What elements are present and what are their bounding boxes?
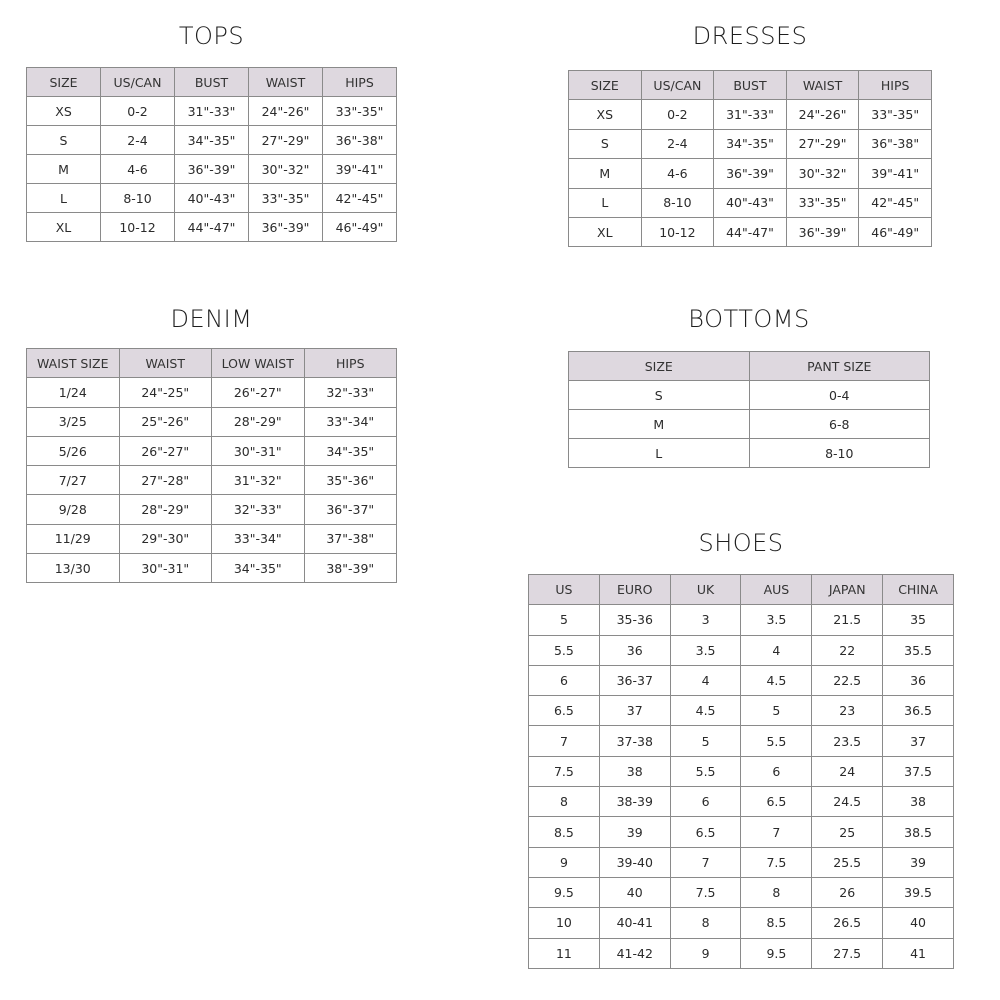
table-row <box>27 184 397 213</box>
table-cell: 21.5 <box>812 605 883 635</box>
table-cell: 22.5 <box>812 665 883 695</box>
table-cell: 8.5 <box>741 908 812 938</box>
table-cell: 4.5 <box>670 696 741 726</box>
table-cell: 28"-29" <box>212 407 305 436</box>
table-cell: 33"-34" <box>304 407 397 436</box>
table-row <box>529 665 954 695</box>
table-row <box>529 635 954 665</box>
table-cell: 36 <box>883 665 954 695</box>
table-cell: 27.5 <box>812 938 883 968</box>
table-cell: 7 <box>741 817 812 847</box>
table-cell: 3.5 <box>670 635 741 665</box>
table-cell: 8-10 <box>749 439 930 468</box>
table-cell: 25 <box>812 817 883 847</box>
column-header: UK <box>670 575 741 605</box>
table-cell: 11/29 <box>27 524 120 553</box>
table-cell: 26 <box>812 877 883 907</box>
table-cell: 33"-35" <box>249 184 323 213</box>
table-cell: 31"-33" <box>714 100 787 129</box>
table-cell: 34"-35" <box>175 126 249 155</box>
table-row <box>569 439 930 468</box>
table-cell: 36"-38" <box>323 126 397 155</box>
table-cell: 39"-41" <box>323 155 397 184</box>
table-row <box>27 378 397 407</box>
table-cell: 34"-35" <box>304 436 397 465</box>
table-cell: 9/28 <box>27 495 120 524</box>
column-header: EURO <box>599 575 670 605</box>
table-row <box>569 381 930 410</box>
table-cell: 26"-27" <box>119 436 212 465</box>
table-cell: 35.5 <box>883 635 954 665</box>
table-cell: 2-4 <box>641 129 714 158</box>
denim-size-table <box>26 348 397 583</box>
table-cell: 8-10 <box>641 188 714 217</box>
table-row <box>569 217 932 246</box>
table-row <box>27 554 397 583</box>
table-row <box>529 787 954 817</box>
table-cell: 6.5 <box>529 696 600 726</box>
table-cell: 5.5 <box>529 635 600 665</box>
table-cell: 39 <box>883 847 954 877</box>
table-cell: 4.5 <box>741 665 812 695</box>
table-cell: 38 <box>883 787 954 817</box>
column-header: US/CAN <box>101 68 175 97</box>
table-cell: 38-39 <box>599 787 670 817</box>
table-cell: 11 <box>529 938 600 968</box>
table-cell: 2-4 <box>101 126 175 155</box>
column-header: WAIST SIZE <box>27 349 120 378</box>
table-cell: 10-12 <box>641 217 714 246</box>
table-cell: 7.5 <box>670 877 741 907</box>
table-cell: 37"-38" <box>304 524 397 553</box>
table-cell: 30"-31" <box>212 436 305 465</box>
table-cell: 25.5 <box>812 847 883 877</box>
table-cell: 24.5 <box>812 787 883 817</box>
table-cell: 6 <box>529 665 600 695</box>
table-cell: 6 <box>670 787 741 817</box>
table-cell: XS <box>569 100 642 129</box>
table-row <box>569 410 930 439</box>
table-cell: 39 <box>599 817 670 847</box>
table-cell: 37.5 <box>883 756 954 786</box>
table-cell: 4 <box>670 665 741 695</box>
table-cell: 33"-34" <box>212 524 305 553</box>
dresses-size-table <box>568 70 932 247</box>
column-header: AUS <box>741 575 812 605</box>
table-cell: S <box>569 129 642 158</box>
table-row <box>529 817 954 847</box>
table-cell: L <box>27 184 101 213</box>
bottoms-title: BOTTOMS <box>688 305 810 333</box>
column-header: SIZE <box>569 352 750 381</box>
table-cell: 40"-43" <box>714 188 787 217</box>
table-cell: 28"-29" <box>119 495 212 524</box>
table-cell: 6 <box>741 756 812 786</box>
tops-title: TOPS <box>178 22 245 50</box>
table-cell: 26.5 <box>812 908 883 938</box>
dresses-title: DRESSES <box>692 22 808 50</box>
table-row <box>529 726 954 756</box>
table-cell: 24"-26" <box>249 97 323 126</box>
table-cell: 0-2 <box>641 100 714 129</box>
table-cell: S <box>27 126 101 155</box>
table-cell: 30"-31" <box>119 554 212 583</box>
table-cell: 46"-49" <box>859 217 932 246</box>
table-row <box>27 213 397 242</box>
table-cell: 25"-26" <box>119 407 212 436</box>
column-header: HIPS <box>304 349 397 378</box>
table-cell: 33"-35" <box>786 188 859 217</box>
table-cell: 8.5 <box>529 817 600 847</box>
table-cell: 42"-45" <box>859 188 932 217</box>
table-cell: 3 <box>670 605 741 635</box>
table-cell: 38.5 <box>883 817 954 847</box>
table-row <box>569 159 932 188</box>
table-cell: 0-4 <box>749 381 930 410</box>
table-cell: 36 <box>599 635 670 665</box>
table-cell: XL <box>27 213 101 242</box>
column-header: SIZE <box>569 71 642 100</box>
tops-size-table <box>26 67 397 242</box>
table-cell: 9 <box>670 938 741 968</box>
table-row <box>529 938 954 968</box>
table-cell: 31"-33" <box>175 97 249 126</box>
table-cell: 29"-30" <box>119 524 212 553</box>
table-cell: 41 <box>883 938 954 968</box>
shoes-title: SHOES <box>698 529 784 557</box>
table-row <box>27 524 397 553</box>
table-header-row <box>569 352 930 381</box>
table-cell: 39.5 <box>883 877 954 907</box>
bottoms-size-table <box>568 351 930 468</box>
table-cell: 27"-29" <box>249 126 323 155</box>
table-cell: 40 <box>883 908 954 938</box>
table-cell: 26"-27" <box>212 378 305 407</box>
column-header: LOW WAIST <box>212 349 305 378</box>
table-cell: XL <box>569 217 642 246</box>
table-cell: 10-12 <box>101 213 175 242</box>
table-cell: 36"-39" <box>249 213 323 242</box>
table-cell: 38"-39" <box>304 554 397 583</box>
table-row <box>529 908 954 938</box>
table-row <box>27 97 397 126</box>
table-row <box>27 407 397 436</box>
table-cell: 40"-43" <box>175 184 249 213</box>
table-row <box>569 188 932 217</box>
table-cell: 40-41 <box>599 908 670 938</box>
column-header: JAPAN <box>812 575 883 605</box>
table-cell: 35"-36" <box>304 466 397 495</box>
table-row <box>27 466 397 495</box>
table-header-row <box>569 71 932 100</box>
denim-title: DENIM <box>170 305 253 333</box>
table-cell: 7.5 <box>741 847 812 877</box>
table-row <box>27 436 397 465</box>
table-header-row <box>529 575 954 605</box>
table-cell: 37 <box>883 726 954 756</box>
table-cell: 3/25 <box>27 407 120 436</box>
table-cell: 27"-29" <box>786 129 859 158</box>
table-cell: 36"-39" <box>175 155 249 184</box>
table-cell: 34"-35" <box>212 554 305 583</box>
table-row <box>529 756 954 786</box>
table-header-row <box>27 68 397 97</box>
table-cell: 9.5 <box>741 938 812 968</box>
table-row <box>27 126 397 155</box>
column-header: US <box>529 575 600 605</box>
table-cell: 23 <box>812 696 883 726</box>
table-cell: 39"-41" <box>859 159 932 188</box>
table-cell: 4-6 <box>101 155 175 184</box>
table-cell: 30"-32" <box>249 155 323 184</box>
table-cell: 41-42 <box>599 938 670 968</box>
table-cell: 5 <box>670 726 741 756</box>
table-cell: 13/30 <box>27 554 120 583</box>
table-cell: 7.5 <box>529 756 600 786</box>
table-row <box>529 877 954 907</box>
table-cell: XS <box>27 97 101 126</box>
table-cell: 37-38 <box>599 726 670 756</box>
table-cell: 38 <box>599 756 670 786</box>
table-cell: 6.5 <box>741 787 812 817</box>
shoes-size-table <box>528 574 954 969</box>
table-cell: 33"-35" <box>859 100 932 129</box>
table-cell: 32"-33" <box>212 495 305 524</box>
column-header: WAIST <box>786 71 859 100</box>
table-cell: 27"-28" <box>119 466 212 495</box>
table-cell: 35 <box>883 605 954 635</box>
column-header: SIZE <box>27 68 101 97</box>
table-cell: 23.5 <box>812 726 883 756</box>
column-header: PANT SIZE <box>749 352 930 381</box>
table-cell: 39-40 <box>599 847 670 877</box>
table-cell: 8 <box>670 908 741 938</box>
table-cell: 31"-32" <box>212 466 305 495</box>
table-cell: 5.5 <box>741 726 812 756</box>
table-cell: 5/26 <box>27 436 120 465</box>
table-cell: 34"-35" <box>714 129 787 158</box>
table-cell: L <box>569 188 642 217</box>
table-cell: 36"-39" <box>786 217 859 246</box>
table-cell: 36"-37" <box>304 495 397 524</box>
table-cell: M <box>569 410 750 439</box>
table-cell: 1/24 <box>27 378 120 407</box>
table-cell: M <box>569 159 642 188</box>
column-header: BUST <box>714 71 787 100</box>
table-cell: 8-10 <box>101 184 175 213</box>
table-cell: 42"-45" <box>323 184 397 213</box>
table-cell: 37 <box>599 696 670 726</box>
table-cell: 33"-35" <box>323 97 397 126</box>
table-cell: 6-8 <box>749 410 930 439</box>
table-row <box>529 696 954 726</box>
table-cell: 7/27 <box>27 466 120 495</box>
table-cell: 24"-26" <box>786 100 859 129</box>
table-cell: L <box>569 439 750 468</box>
table-cell: 32"-33" <box>304 378 397 407</box>
column-header: CHINA <box>883 575 954 605</box>
table-header-row <box>27 349 397 378</box>
column-header: WAIST <box>249 68 323 97</box>
table-cell: 35-36 <box>599 605 670 635</box>
table-cell: 5 <box>741 696 812 726</box>
table-cell: S <box>569 381 750 410</box>
table-cell: 4 <box>741 635 812 665</box>
column-header: HIPS <box>323 68 397 97</box>
table-cell: 0-2 <box>101 97 175 126</box>
table-cell: 8 <box>529 787 600 817</box>
table-cell: 40 <box>599 877 670 907</box>
table-cell: 24"-25" <box>119 378 212 407</box>
table-row <box>569 100 932 129</box>
table-cell: 44"-47" <box>175 213 249 242</box>
column-header: US/CAN <box>641 71 714 100</box>
table-row <box>27 495 397 524</box>
table-cell: 22 <box>812 635 883 665</box>
table-cell: 4-6 <box>641 159 714 188</box>
table-cell: 36"-39" <box>714 159 787 188</box>
table-cell: 5.5 <box>670 756 741 786</box>
table-cell: 10 <box>529 908 600 938</box>
table-cell: 44"-47" <box>714 217 787 246</box>
table-cell: 36"-38" <box>859 129 932 158</box>
table-cell: 3.5 <box>741 605 812 635</box>
table-cell: 36-37 <box>599 665 670 695</box>
table-cell: 9 <box>529 847 600 877</box>
column-header: HIPS <box>859 71 932 100</box>
table-cell: 46"-49" <box>323 213 397 242</box>
table-cell: 7 <box>670 847 741 877</box>
table-row <box>529 847 954 877</box>
table-cell: 9.5 <box>529 877 600 907</box>
table-cell: 5 <box>529 605 600 635</box>
table-row <box>27 155 397 184</box>
table-cell: 24 <box>812 756 883 786</box>
table-cell: M <box>27 155 101 184</box>
table-cell: 7 <box>529 726 600 756</box>
table-cell: 6.5 <box>670 817 741 847</box>
table-row <box>569 129 932 158</box>
table-cell: 30"-32" <box>786 159 859 188</box>
column-header: WAIST <box>119 349 212 378</box>
table-cell: 36.5 <box>883 696 954 726</box>
table-row <box>529 605 954 635</box>
table-cell: 8 <box>741 877 812 907</box>
column-header: BUST <box>175 68 249 97</box>
